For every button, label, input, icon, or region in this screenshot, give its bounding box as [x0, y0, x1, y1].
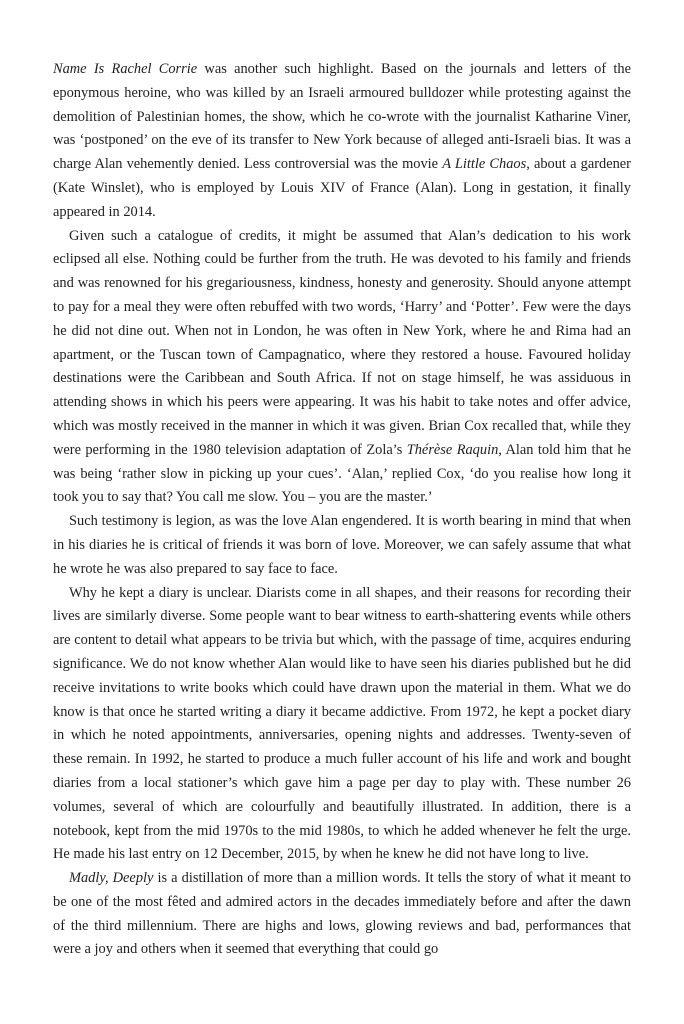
text-segment: , Alan told him that he was being ‘rather slow in picking up your cues’. ‘Alan,’ replied Cox, ‘do you realise how long it took you to say that? You call me slow. You – you are the master.’	[53, 441, 632, 506]
paragraph-4	[53, 582, 631, 868]
paragraph-1	[53, 58, 631, 225]
italic-title: Name Is Rachel Corrie	[53, 61, 198, 77]
paragraph-3	[53, 510, 631, 581]
text-segment: Why he kept a diary is unclear. Diarists come in all shapes, and their reasons for recording their lives are similarly diverse. Some people want to bear witness to earth-shattering events while others are content to detail what appears to be trivia but which, with the passage of time, acquires enduring significance. We do not know whether Alan would like to have seen his diaries published but he did receive invitations to write books which could have drawn upon the material in them. What we do know is that once he started writing a diary it became addictive. From 1972, he kept a pocket diary in which he noted appointments, anniversaries, opening nights and addresses. Twenty-seven of these remain. In 1992, he started to produce a much fuller account of his life and work and bought diaries from a local stationer’s which gave him a page per day to play with. These number 26 volumes, several of which are colourfully and beautifully illustrated. In addition, there is a notebook, kept from the mid 1970s to the mid 1980s, to which he added whenever he felt the urge. He made his last entry on 12 December, 2015, by when he knew he did not have long to live.	[53, 584, 631, 863]
text-segment: , about a gardener (Kate Winslet), who is employed by Louis XIV of France (Alan). Long in gestation, it finally appeared in 2014.	[53, 156, 631, 220]
text-segment: Such testimony is legion, as was the love Alan engendered. It is worth bearing in mind that when in his diaries he is critical of friends it was born of love. Moreover, we can safely assume that what he wrote he was also prepared to say face to face.	[53, 513, 631, 577]
text-segment: is a distillation of more than a million words. It tells the story of what it meant to be one of the most fêted and admired actors in the decades immediately before and after the dawn of the third millennium. There are highs and lows, glowing reviews and bad, performances that were a joy and others when it seemed that everything that could go	[53, 870, 631, 958]
text-segment: was another such highlight. Based on the journals and letters of the eponymous heroine, who was killed by an Israeli armoured bulldozer while protesting against the demolition of Palestinian homes, the show, which he co-wrote with the journalist Katharine Viner, was ‘postponed’ on the eve of its transfer to New York because of alleged anti-Israeli bias. It was a charge Alan vehemently denied. Less controversial was the movie	[53, 61, 631, 173]
page-body	[53, 58, 631, 962]
italic-title: Thérèse Raquin	[406, 441, 499, 458]
italic-title: Madly, Deeply	[69, 870, 154, 887]
paragraph-5	[53, 867, 631, 962]
italic-title: A Little Chaos	[442, 156, 527, 173]
paragraph-2	[53, 225, 631, 511]
text-segment: Given such a catalogue of credits, it might be assumed that Alan’s dedication to his work eclipsed all else. Nothing could be further from the truth. He was devoted to his family and friends and was renowned for his gregariousness, kindness, honesty and generosity. Should anyone attempt to pay for a meal they were often rebuffed with two words, ‘Harry’ and ‘Potter’. Few were the days he did not dine out. When not in London, he was often in New York, where he and Rima had an apartment, or the Tuscan town of Campagnatico, where they restored a house. Favoured holiday destinations were the Caribbean and South Africa. If not on stage himself, he was assiduous in attending shows in which his peers were appearing. It was his habit to take notes and offer advice, which was mostly received in the manner in which it was given. Brian Cox recalled that, while they were performing in the 1980 television adaptation of Zola’s	[53, 227, 631, 458]
